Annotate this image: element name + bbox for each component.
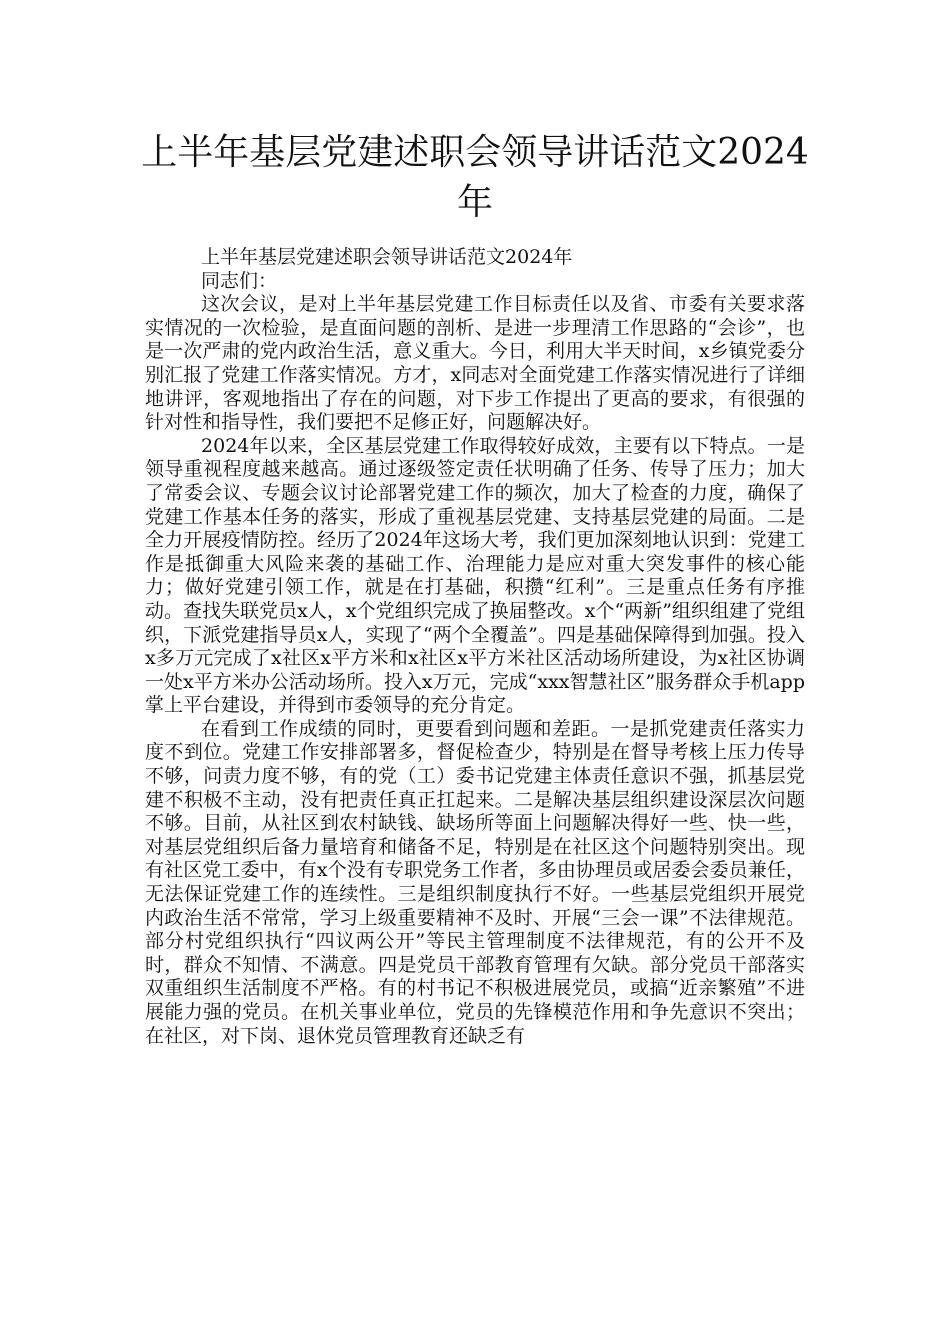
salutation: 同志们： xyxy=(201,269,278,292)
document-body xyxy=(145,246,805,1048)
paragraph-intro: 这次会议，是对上半年基层党建工作目标责任以及省、市委有关要求落实情况的一次检验，是直面问题的剖析、是进一步理清工作思路的“会诊”，也是一次严肃的党内政治生活，意义重大。今日，利用大半天时间，x乡镇党委分别汇报了党建工作落实情况。方才，x同志对全面党建工作落实情况进行了详细地讲评，客观地指出了存在的问题，对下步工作提出了更高的要求，有很强的针对性和指导性，我们要把不足修正好，问题解决好。 xyxy=(145,293,805,434)
body-heading-line: 上半年基层党建述职会领导讲话范文2024年 xyxy=(201,246,573,268)
paragraph-problems: 在看到工作成绩的同时，更要看到问题和差距。一是抓党建责任落实力度不到位。党建工作安排部署多，督促检查少，特别是在督导考核上压力传导不够，问责力度不够，有的党（工）委书记党建主体责任意识不强，抓基层党建不积极不主动，没有把责任真正扛起来。二是解决基层组织建设深层次问题不够。目前，从社区到农村缺钱、缺场所等面上问题解决得好一些、快一些，对基层党组织后备力量培育和储备不足，特别是在社区这个问题特别突出。现有社区党工委中，有x个没有专职党务工作者，多由协理员或居委会委员兼任，无法保证党建工作的连续性。三是组织制度执行不好。一些基层党组织开展党内政治生活不常常，学习上级重要精神不及时、开展“三会一课”不法律规范。部分村党组织执行“四议两公开”等民主管理制度不法律规范，有的公开不及时，群众不知情、不满意。四是党员干部教育管理有欠缺。部分党员干部落实双重组织生活制度不严格。有的村书记不积极进展党员，或搞“近亲繁殖”不进展能力强的党员。在机关事业单位，党员的先锋模范作用和争先意识不突出；在社区，对下岗、退休党员管理教育还缺乏有 xyxy=(145,717,805,1047)
paragraph-achievements: 2024年以来，全区基层党建工作取得较好成效，主要有以下特点。一是领导重视程度越来越高。通过逐级签定责任状明确了任务、传导了压力；加大了常委会议、专题会议讨论部署党建工作的频次，加大了检查的力度，确保了党建工作基本任务的落实，形成了重视基层党建、支持基层党建的局面。二是全力开展疫情防控。经历了2024年这场大考，我们更加深刻地认识到：党建工作是抵御重大风险来袭的基础工作、治理能力是应对重大突发事件的核心能力；做好党建引领工作，就是在打基础，积攒“红利”。三是重点任务有序推动。查找失联党员x人，x个党组织完成了换届整改。x个“两新”组织组建了党组织，下派党建指导员x人，实现了“两个全覆盖”。四是基础保障得到加强。投入x多万元完成了x社区x平方米和x社区x平方米社区活动场所建设，为x社区协调一处x平方米办公活动场所。投入x万元，完成“xxx智慧社区”服务群众手机app掌上平台建设，并得到市委领导的充分肯定。 xyxy=(145,434,805,717)
document-title: 上半年基层党建述职会领导讲话范文2024年 xyxy=(141,132,809,223)
